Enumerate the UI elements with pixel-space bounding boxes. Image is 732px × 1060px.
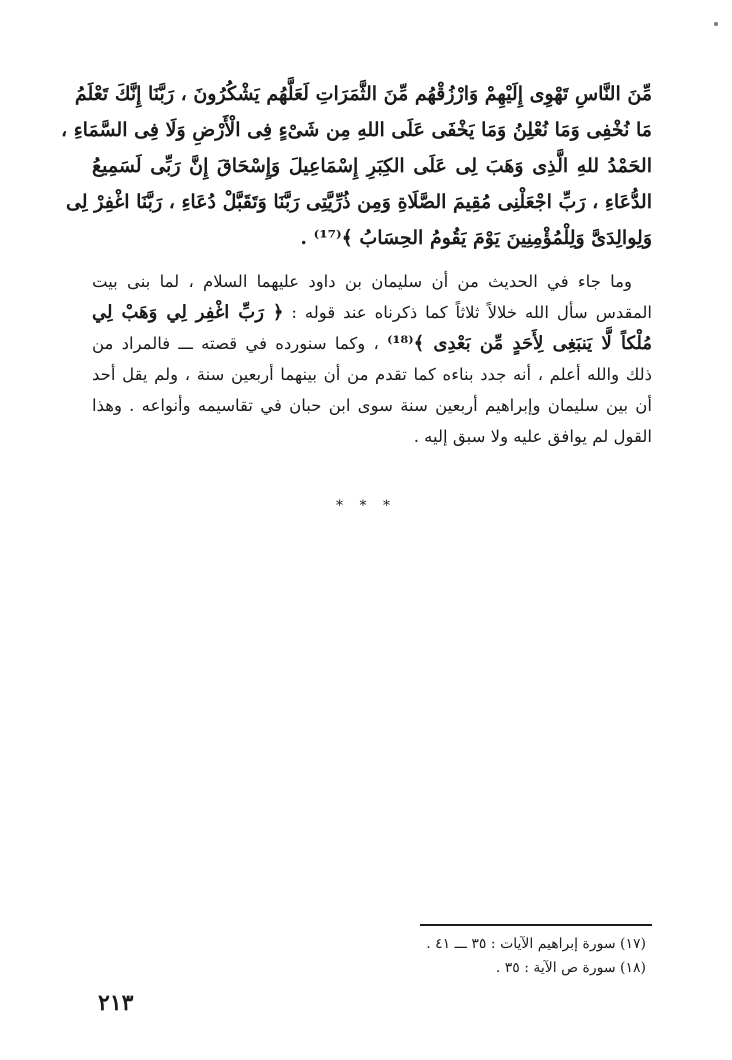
- verse-line: مَا نُخْفِى وَمَا نُعْلِنُ وَمَا يَخْفَى عَلَى اللهِ مِن شَىْءٍ فِى الْأَرْضِ وَلَا فِى السَّمَاءِ ،: [61, 119, 652, 141]
- prose-line: [92, 297, 652, 328]
- footnote-17: (١٧) سورة إبراهيم الآيات : ٣٥ ـــ ٤١ .: [426, 936, 646, 952]
- verse-line: وَلِوالِدَىَّ وَلِلْمُؤْمِنِينَ يَوْمَ يَقُومُ الحِسَابُ ﴾⁽¹⁷⁾ .: [300, 227, 652, 249]
- quoted-verse: ﴿ رَبِّ اغْفِر لِي وَهَبْ لِي: [92, 302, 284, 323]
- prose-text: ، وكما سنورده في قصته ـــ فالمراد من: [92, 334, 388, 353]
- prose-text: المقدس سأل الله خلالاً ثلاثاً كما ذكرناه عند قوله :: [283, 303, 652, 322]
- page-number: ٢١٣: [98, 990, 134, 1016]
- quran-verse-block: [61, 76, 652, 256]
- prose-line: أن بين سليمان وإبراهيم أربعين سنة سوى ابن حبان في تقاسيمه وأنواعه . وهذا: [92, 396, 652, 415]
- prose-line: [92, 328, 652, 359]
- verse-line: مِّنَ النَّاسِ تَهْوِى إِلَيْهِمْ وَارْزُقْهُم مِّنَ الثَّمَرَاتِ لَعَلَّهُم يَشْكُرُونَ ، رَبَّنَا إِنَّكَ تَعْلَمُ: [74, 83, 652, 105]
- verse-line: الدُّعَاءِ ، رَبِّ اجْعَلْنِى مُقِيمَ الصَّلَاةِ وَمِن ذُرِّيَّتِى رَبَّنَا وَتَقَبَّلْ دُعَاءِ ، رَبَّنَا اغْفِرْ لِى: [65, 191, 652, 213]
- section-separator: * * *: [336, 498, 396, 514]
- footnote-18: (١٨) سورة ص الآية : ٣٥ .: [495, 960, 646, 976]
- footnote-divider: [420, 924, 652, 926]
- quoted-verse: مُلْكاً لَّا يَنبَغِى لِأَحَدٍ مِّن بَعْدِى ﴾⁽¹⁸⁾: [387, 333, 652, 354]
- prose-line: القول لم يوافق عليه ولا سبق إليه .: [413, 427, 652, 446]
- prose-line: وما جاء في الحديث من أن سليمان بن داود عليهما السلام ، لما بنى بيت: [92, 272, 632, 291]
- scan-speck: [714, 22, 718, 26]
- footnotes: [426, 932, 646, 980]
- verse-line: الحَمْدُ للهِ الَّذِى وَهَبَ لِى عَلَى الكِبَرِ إِسْمَاعِيلَ وَإِسْحَاقَ إِنَّ رَبِّى لَسَمِيعُ: [92, 155, 652, 177]
- commentary-paragraph: [92, 266, 652, 452]
- prose-line: ذلك والله أعلم ، أنه جدد بناءه كما تقدم من أن بينهما أربعين سنة ، ولم يقل أحد: [92, 365, 652, 384]
